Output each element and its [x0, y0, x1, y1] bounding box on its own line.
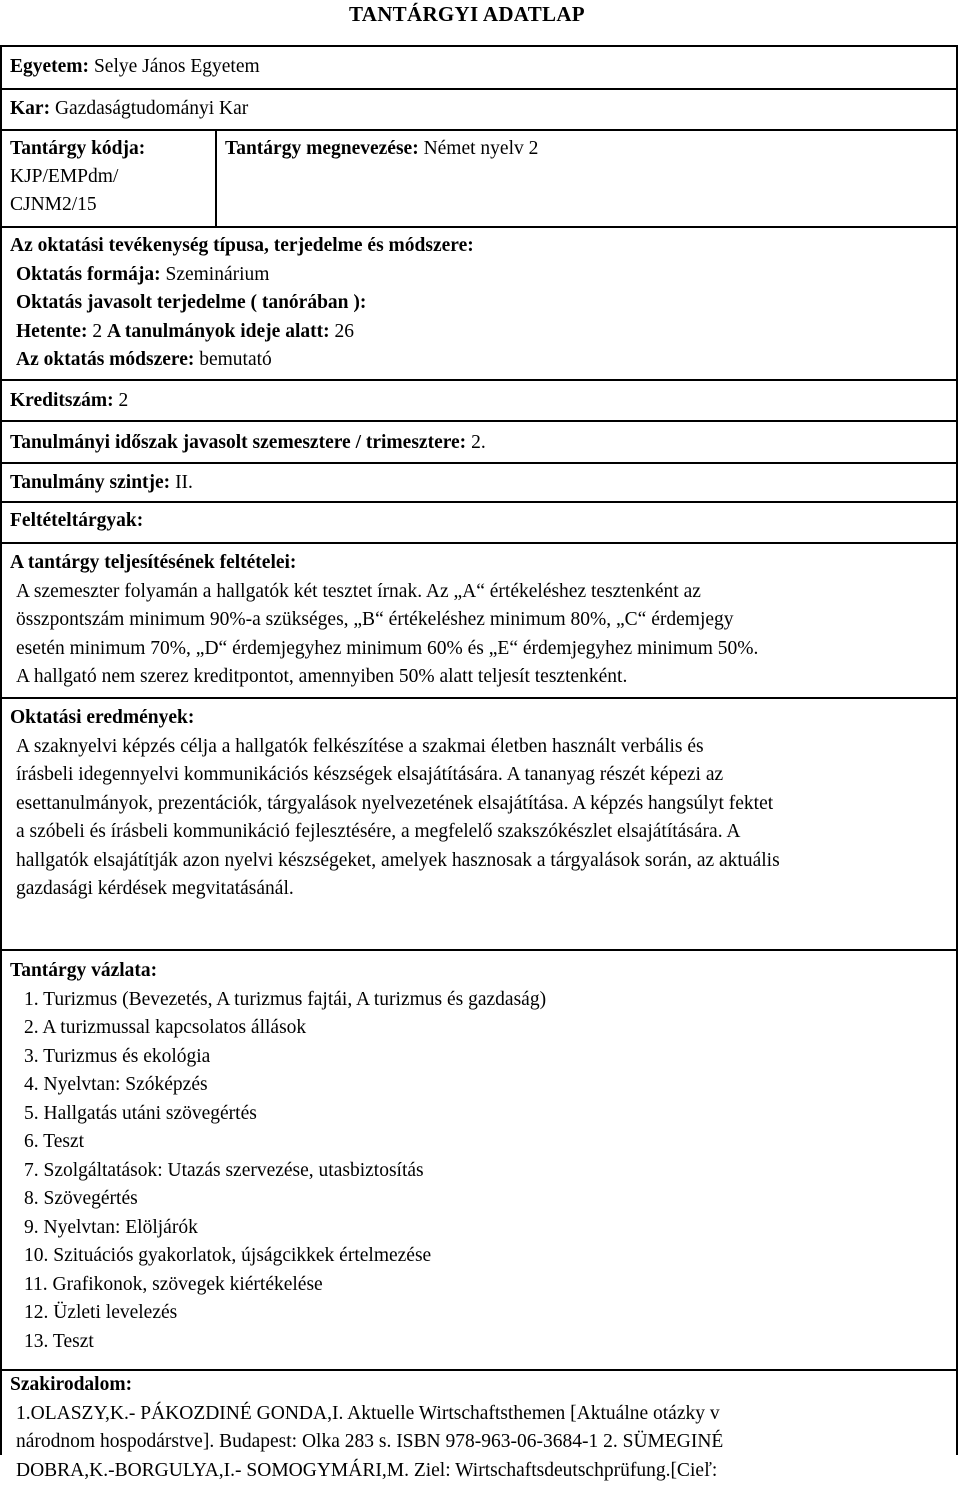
requirements-text — [2, 578, 956, 692]
outcomes-line: A szaknyelvi képzés célja a hallgatók felkészítése a szakmai életben használt verbális és — [16, 733, 946, 762]
activity-section — [2, 228, 956, 381]
requirements-line: A szemeszter folyamán a hallgatók két tesztet írnak. Az „A“ értékeléshez tesztenként az — [16, 578, 946, 607]
outline-item: 1. Turizmus (Bevezetés, A turizmus fajtái, A turizmus és gazdaság) — [10, 986, 956, 1015]
literature-line: DOBRA,K.-BORGULYA,I.- SOMOGYMÁRI,M. Ziel: Wirtschaftsdeutschprüfung.[Cieľ: — [16, 1457, 956, 1485]
activity-heading: Az oktatási tevékenység típusa, terjedelme és módszere: — [10, 235, 474, 256]
faculty-row — [2, 90, 956, 131]
semester-value: 2. — [471, 432, 486, 453]
outcomes-line: hallgatók elsajátítják azon nyelvi készségeket, amelyek hasznosak a tárgyalások során, az aktuális — [16, 847, 946, 876]
outline-item: 11. Grafikonok, szövegek kiértékelése — [10, 1271, 956, 1300]
outline-item: 7. Szolgáltatások: Utazás szervezése, utasbiztosítás — [10, 1157, 956, 1186]
outline-item: 8. Szövegértés — [10, 1185, 956, 1214]
university-label: Egyetem: — [10, 56, 89, 77]
outline-item: 6. Teszt — [10, 1128, 956, 1157]
requirements-label: A tantárgy teljesítésének feltételei: — [10, 552, 296, 573]
requirements-line: összpontszám minimum 90%-a szükséges, „B“ értékeléshez minimum 80%, „C“ érdemjegy — [16, 606, 946, 635]
outline-label: Tantárgy vázlata: — [10, 960, 157, 981]
method-label: Az oktatás módszere: — [16, 349, 194, 370]
outcomes-label: Oktatási eredmények: — [10, 707, 194, 728]
level-label: Tanulmány szintje: — [10, 472, 170, 493]
outcomes-line: esettanulmányok, prezentációk, tárgyalások nyelvezetének elsajátítása. A képzés hangsúlyt fektet — [16, 790, 946, 819]
university-value: Selye János Egyetem — [94, 56, 260, 77]
outline-list — [2, 986, 956, 1357]
literature-line: národnom hospodárstve]. Budapest: Olka 283 s. ISBN 978-963-06-3684-1 2. SÜMEGINÉ — [16, 1428, 956, 1457]
prerequisites-label: Feltételtárgyak: — [10, 510, 143, 531]
outline-item: 2. A turizmussal kapcsolatos állások — [10, 1014, 956, 1043]
activity-form — [2, 261, 956, 290]
literature-label: Szakirodalom: — [10, 1374, 132, 1395]
outline-item: 5. Hallgatás utáni szövegértés — [10, 1100, 956, 1129]
literature-section — [2, 1371, 956, 1461]
activity-form-value: Szeminárium — [165, 264, 269, 285]
outline-item: 3. Turizmus és ekológia — [10, 1043, 956, 1072]
course-name-label: Tantárgy megnevezése: — [225, 138, 419, 159]
activity-method — [2, 346, 956, 375]
outline-item: 13. Teszt — [10, 1328, 956, 1357]
requirements-section — [2, 544, 956, 699]
requirements-line: A hallgató nem szerez kreditpontot, amennyiben 50% alatt teljesít tesztenként. — [16, 663, 946, 692]
course-code-line-2: CJNM2/15 — [10, 191, 215, 219]
requirements-line: esetén minimum 70%, „D“ érdemjegyhez minimum 60% és „E“ érdemjegyhez minimum 50%. — [16, 635, 946, 664]
credits-row — [2, 381, 956, 422]
faculty-value: Gazdaságtudományi Kar — [55, 98, 248, 119]
level-value: II. — [175, 472, 193, 493]
course-id-row — [2, 131, 956, 228]
outline-item: 10. Szituációs gyakorlatok, újságcikkek értelmezése — [10, 1242, 956, 1271]
outcomes-line: a szóbeli és írásbeli kommunikáció fejlesztésére, a megfelelő szakszókészlet elsajátítására. A — [16, 818, 946, 847]
outline-item: 4. Nyelvtan: Szóképzés — [10, 1071, 956, 1100]
course-sheet-table — [0, 45, 958, 1455]
literature-line: 1.OLASZY,K.- PÁKOZDINÉ GONDA,I. Aktuelle Wirtschaftsthemen [Aktuálne otázky v — [16, 1400, 956, 1429]
total-label: A tanulmányok ideje alatt: — [107, 321, 330, 342]
activity-scope — [2, 289, 956, 318]
course-name-cell — [217, 131, 956, 164]
course-name-value: Német nyelv 2 — [424, 138, 539, 159]
outline-item: 9. Nyelvtan: Elöljárók — [10, 1214, 956, 1243]
university-row — [2, 47, 956, 90]
outline-item: 12. Üzleti levelezés — [10, 1299, 956, 1328]
faculty-label: Kar: — [10, 98, 50, 119]
credits-value: 2 — [119, 390, 129, 411]
outcomes-text — [2, 733, 956, 904]
activity-scope-label: Oktatás javasolt terjedelme ( tanórában ): — [16, 292, 366, 313]
activity-form-label: Oktatás formája: — [16, 264, 161, 285]
outline-section — [2, 951, 956, 1371]
outcomes-line: írásbeli idegennyelvi kommunikációs készségek elsajátítására. A tananyag részét képezi az — [16, 761, 946, 790]
document-title: TANTÁRGYI ADATLAP — [349, 0, 585, 28]
total-value: 26 — [334, 321, 354, 342]
activity-hours — [2, 318, 956, 347]
semester-label: Tanulmányi időszak javasolt szemesztere / trimesztere: — [10, 432, 466, 453]
method-value: bemutató — [199, 349, 272, 370]
course-code-line-1: KJP/EMPdm/ — [10, 163, 215, 191]
course-code-label: Tantárgy kódja: — [10, 138, 145, 159]
weekly-label: Hetente: — [16, 321, 87, 342]
literature-text — [2, 1400, 956, 1485]
outcomes-line: gazdasági kérdések megvitatásánál. — [16, 875, 946, 904]
credits-label: Kreditszám: — [10, 390, 114, 411]
level-row — [2, 464, 956, 503]
prerequisites-row — [2, 503, 956, 544]
outcomes-section — [2, 699, 956, 951]
weekly-value: 2 — [92, 321, 102, 342]
course-code-cell — [2, 131, 217, 226]
semester-row — [2, 422, 956, 464]
